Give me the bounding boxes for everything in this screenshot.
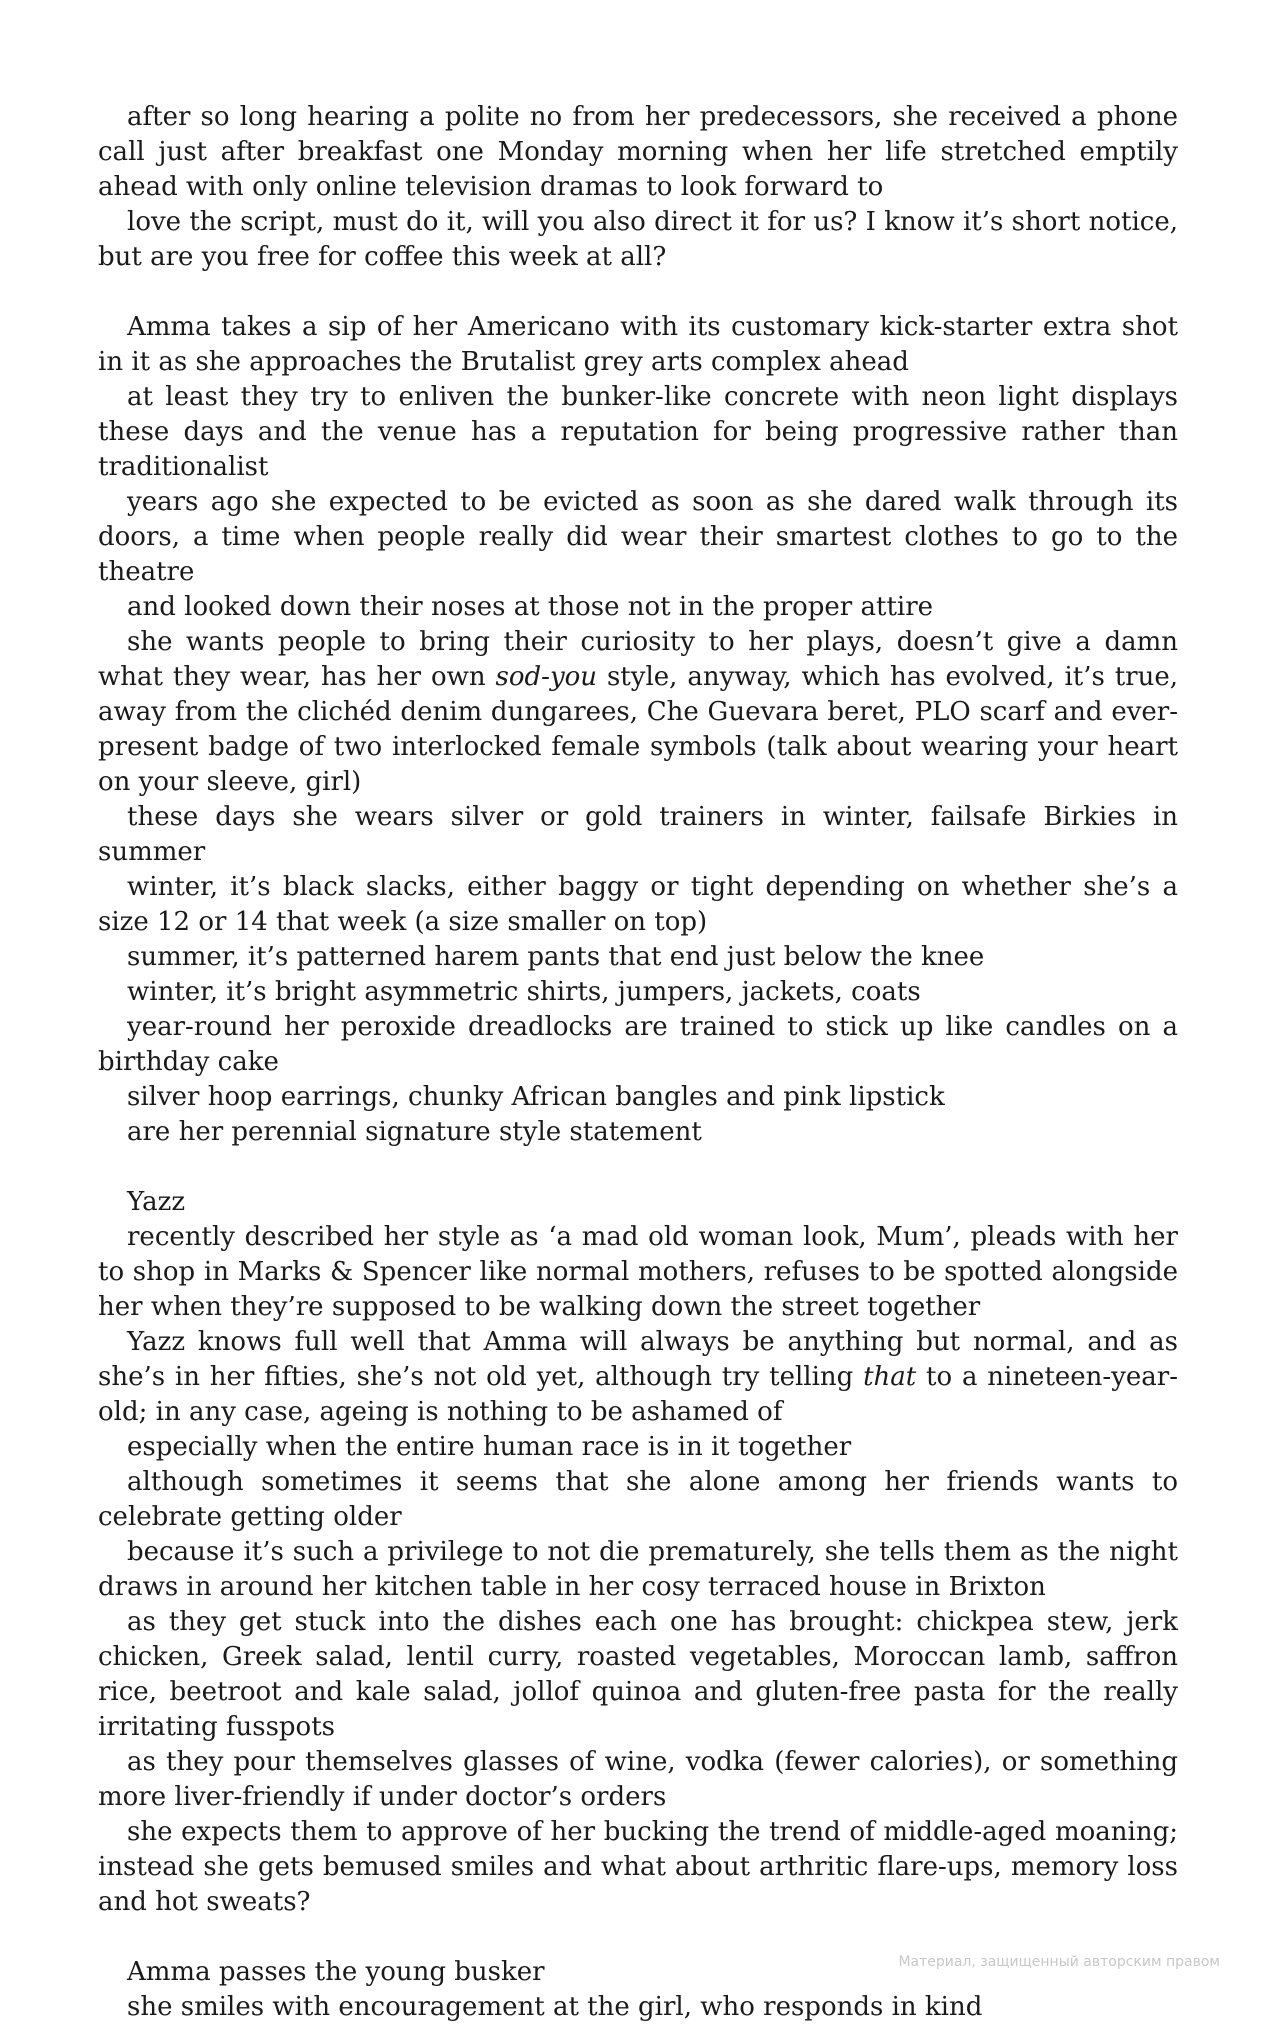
text-line: summer, it’s patterned harem pants that end just below the knee: [127, 942, 985, 972]
text-line: these days she wears silver or gold trainers in winter, failsafe Birkies in summer: [98, 802, 1178, 867]
text-line: recently described her style as ‘a mad old woman look, Mum’, pleads with her to shop in Marks & Spencer like normal mothers, refuses to be spotted alongside her when they’re supposed to be walking down the street together: [98, 1222, 1178, 1322]
text-line: winter, it’s bright asymmetric shirts, jumpers, jackets, coats: [127, 977, 921, 1007]
copyright-watermark: Материал, защищенный авторским правом: [898, 1954, 1220, 1970]
text-line: are her perennial signature style statement: [127, 1117, 702, 1147]
text-line: silver hoop earrings, chunky African bangles and pink lipstick: [127, 1082, 945, 1112]
text-line: at least they try to enliven the bunker-like concrete with neon light displays these days and the venue has a reputation for being progressive rather than traditionalist: [98, 382, 1178, 482]
text-segment: Yazz knows full well that Amma will always be anything but normal, and as she’s in her fifties, she’s not old yet, although try telling: [98, 1327, 1178, 1392]
text-line: as they get stuck into the dishes each one has brought: chickpea stew, jerk chicken, Greek salad, lentil curry, roasted vegetables, Moroccan lamb, saffron rice, beetroot and kale salad, jollof quinoa and gluten-free pasta for the really irritating fusspots: [98, 1607, 1178, 1742]
text-line: as they pour themselves glasses of wine, vodka (fewer calories), or something more liver-friendly if under doctor’s orders: [98, 1747, 1178, 1812]
text-line: and looked down their noses at those not in the proper attire: [127, 592, 934, 622]
text-line: she expects them to approve of her bucking the trend of middle-aged moaning; instead she gets bemused smiles and what about arthritic flare-ups, memory loss and hot sweats?: [98, 1817, 1178, 1917]
text-segment: style, anyway, which has evolved, it’s true, away from the clichéd denim dungarees, Che Guevara beret, PLO scarf and ever-present badge of two interlocked female symbols (talk about wearing your heart on your sleeve, girl): [98, 662, 1179, 797]
text-line: love the script, must do it, will you also direct it for us? I know it’s short notice, but are you free for coffee this week at all?: [98, 207, 1178, 272]
text-line: although sometimes it seems that she alone among her friends wants to celebrate getting older: [98, 1467, 1178, 1532]
text-line: winter, it’s black slacks, either baggy or tight depending on whether she’s a size 12 or 14 that week (a size smaller on top): [98, 872, 1178, 937]
text-block: [98, 100, 1178, 275]
text-line: because it’s such a privilege to not die prematurely, she tells them as the night draws in around her kitchen table in her cosy terraced house in Brixton: [98, 1537, 1178, 1602]
text-block: [98, 310, 1178, 1150]
text-line: [98, 625, 1178, 800]
text-line: Yazz: [127, 1187, 186, 1217]
text-block: [98, 1185, 1178, 1920]
italic-text: sod-you: [495, 662, 598, 692]
text-line: years ago she expected to be evicted as soon as she dared walk through its doors, a time when people really did wear their smartest clothes to go to the theatre: [98, 487, 1178, 587]
text-line: Amma passes the young busker: [127, 1957, 545, 1987]
text-line: year-round her peroxide dreadlocks are trained to stick up like candles on a birthday cake: [98, 1012, 1178, 1077]
text-line: she smiles with encouragement at the girl, who responds in kind: [127, 1992, 983, 2022]
text-line: Amma takes a sip of her Americano with its customary kick-starter extra shot in it as she approaches the Brutalist grey arts complex ahead: [98, 312, 1178, 377]
text-line: [98, 1325, 1178, 1430]
book-page: [98, 100, 1178, 2025]
text-segment: to a nineteen-year-old; in any case, ageing is nothing to be ashamed of: [98, 1362, 1178, 1427]
text-segment: she wants people to bring their curiosity to her plays, doesn’t give a damn what they wear, has her own: [98, 627, 1178, 692]
text-line: especially when the entire human race is in it together: [127, 1432, 852, 1462]
italic-text: that: [863, 1362, 917, 1392]
text-line: after so long hearing a polite no from her predecessors, she received a phone call just after breakfast one Monday morning when her life stretched emptily ahead with only online television dramas to look forward to: [98, 102, 1178, 202]
